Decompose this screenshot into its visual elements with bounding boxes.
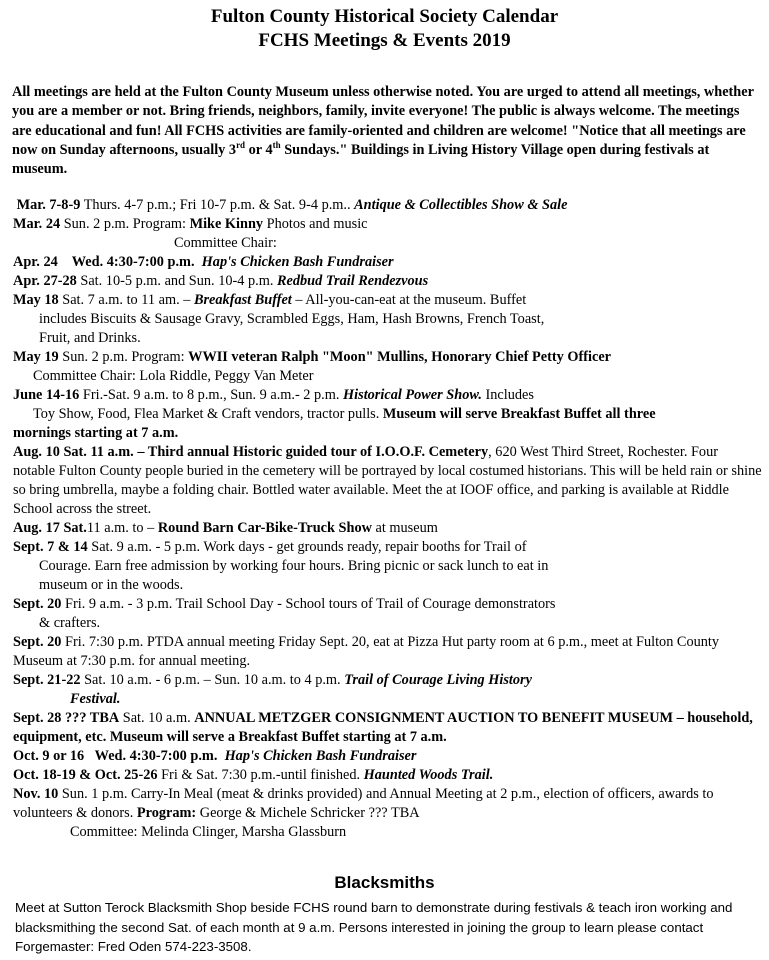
intro-paragraph: All meetings are held at the Fulton County Museum unless otherwise noted. You are urged to attend all meetings, whether you are a member or not. Bring friends, neighbors, family, invite everyone! The public is always welcome. The meetings are educational and fun! All FCHS activities are family-oriented and children are welcome! "Notice that all meetings are now on Sunday afternoons, usually 3rd or 4th Sundays." Buildings in Living History Village open during festivals at museum. bbox=[12, 84, 754, 178]
event-metzger-auction: Sept. 28 ??? TBA Sat. 10 a.m. ANNUAL METZGER CONSIGNMENT AUCTION TO BENEFIT MUSEUM – household, equipment, etc. Museum will serve a Breakfast Buffet starting at 7 a.m. bbox=[13, 710, 753, 745]
event-antique-show: Mar. 7-8-9 Thurs. 4-7 p.m.; Fri 10-7 p.m. & Sat. 9-4 p.m.. Antique & Collectibles Show & Sale bbox=[16, 197, 568, 213]
event-trail-school-day: Sept. 20 Fri. 9 a.m. - 3 p.m. Trail School Day - School tours of Trail of Courage demonstrators & crafters. bbox=[13, 596, 556, 631]
event-chicken-bash-october: Oct. 9 or 16 Wed. 4:30-7:00 p.m. Hap's Chicken Bash Fundraiser bbox=[13, 748, 417, 764]
event-redbud-trail: Apr. 27-28 Sat. 10-5 p.m. and Sun. 10-4 p.m. Redbud Trail Rendezvous bbox=[13, 273, 429, 289]
event-date: Sept. 20 bbox=[13, 634, 62, 650]
calendar-subtitle: FCHS Meetings & Events 2019 bbox=[258, 30, 511, 51]
blacksmiths-heading: Blacksmiths bbox=[334, 873, 435, 892]
event-date: May 19 bbox=[13, 349, 59, 365]
event-date: Oct. 18-19 & Oct. 25-26 bbox=[13, 767, 158, 783]
event-name: Antique & Collectibles Show & Sale bbox=[354, 197, 568, 213]
event-name: Breakfast Buffet bbox=[193, 292, 292, 308]
event-date: Mar. 24 bbox=[13, 216, 61, 232]
event-date: May 18 bbox=[13, 292, 59, 308]
event-date: Aug. 17 Sat. bbox=[13, 520, 87, 536]
event-date: Apr. 27-28 bbox=[13, 273, 77, 289]
event-haunted-woods: Oct. 18-19 & Oct. 25-26 Fri & Sat. 7:30 p.m.-until finished. Haunted Woods Trail. bbox=[13, 767, 494, 783]
event-name: Haunted Woods Trail. bbox=[363, 767, 494, 783]
event-breakfast-buffet: May 18 Sat. 7 a.m. to 11 am. – Breakfast Buffet – All-you-can-eat at the museum. Buffet includes Biscuits & Sausage Gravy, Scrambled Eggs, Ham, Hash Browns, French Toast, Fruit, and Drinks. bbox=[13, 292, 545, 346]
event-date: Aug. 10 Sat. 11 a.m. bbox=[13, 444, 134, 460]
calendar-title: Fulton County Historical Society Calendar bbox=[210, 6, 559, 27]
event-date: June 14-16 bbox=[13, 387, 80, 403]
event-trail-of-courage: Sept. 21-22 Sat. 10 a.m. - 6 p.m. – Sun. 10 a.m. to 4 p.m. Trail of Courage Living History Festival. bbox=[13, 672, 532, 707]
event-name: Trail of Courage Living History bbox=[344, 672, 532, 688]
event-name: Hap's Chicken Bash Fundraiser bbox=[224, 748, 417, 764]
event-wwii-veteran-program: May 19 Sun. 2 p.m. Program: WWII veteran Ralph "Moon" Mullins, Honorary Chief Petty Officer Committee Chair: Lola Riddle, Peggy Van Meter bbox=[13, 349, 612, 384]
event-chicken-bash-april: Apr. 24 Wed. 4:30-7:00 p.m. Hap's Chicken Bash Fundraiser bbox=[13, 254, 394, 270]
event-name: Hap's Chicken Bash Fundraiser bbox=[201, 254, 394, 270]
event-date: Sept. 7 & 14 bbox=[13, 539, 88, 555]
event-date: Oct. 9 or 16 bbox=[13, 748, 85, 764]
event-date: Sept. 21-22 bbox=[13, 672, 81, 688]
event-name: Historical Power Show. bbox=[343, 387, 482, 403]
event-ioof-cemetery-tour: Aug. 10 Sat. 11 a.m. – Third annual Historic guided tour of I.O.O.F. Cemetery, 620 West Third Street, Rochester. Four notable Fulton County people buried in the cemetery will be portrayed by local costumed historians. This will be held rain or shine so bring umbrella, maybe a folding chair. Bottled water available. Meet the at IOOF office, and parking is available at Riddle School across the street. bbox=[13, 444, 762, 517]
event-ptda-meeting: Sept. 20 Fri. 7:30 p.m. PTDA annual meeting Friday Sept. 20, eat at Pizza Hut party room at 6 p.m., meet at Fulton County Museum at 7:30 p.m. for annual meeting. bbox=[13, 634, 720, 669]
event-date: Sept. 28 ??? TBA bbox=[13, 710, 120, 726]
event-round-barn-show: Aug. 17 Sat.11 a.m. to – Round Barn Car-Bike-Truck Show at museum bbox=[13, 520, 438, 536]
event-date: Nov. 10 bbox=[13, 786, 59, 802]
event-date: Apr. 24 bbox=[13, 254, 58, 270]
event-date: Mar. 7-8-9 bbox=[16, 197, 81, 213]
event-work-days: Sept. 7 & 14 Sat. 9 a.m. - 5 p.m. Work days - get grounds ready, repair booths for Trail of Courage. Earn free admission by working four hours. Bring picnic or sack lunch to eat in museum or in the woods. bbox=[13, 539, 549, 593]
event-mike-kinny-program: Mar. 24 Sun. 2 p.m. Program: Mike Kinny Photos and music Committee Chair: bbox=[13, 216, 368, 251]
event-historical-power-show: June 14-16 Fri.-Sat. 9 a.m. to 8 p.m., Sun. 9 a.m.- 2 p.m. Historical Power Show. Includes Toy Show, Food, Flea Market & Craft vendors, tractor pulls. Museum will serve Breakfast Buffet all three mornings starting at 7 a.m. bbox=[13, 387, 656, 441]
events-list bbox=[13, 196, 763, 842]
blacksmiths-text: Meet at Sutton Terock Blacksmith Shop beside FCHS round barn to demonstrate during festivals & teach iron working and blacksmithing the second Sat. of each month at 9 a.m. Persons interested in joining the group to learn please contact Forgemaster: Fred Oden 574-223-3508. bbox=[15, 900, 733, 954]
event-name: Redbud Trail Rendezvous bbox=[276, 273, 429, 289]
event-date: Sept. 20 bbox=[13, 596, 62, 612]
event-annual-meeting: Nov. 10 Sun. 1 p.m. Carry-In Meal (meat & drinks provided) and Annual Meeting at 2 p.m., election of officers, awards to volunteers & donors. Program: George & Michele Schricker ??? TBA Committee: Melinda Clinger, Marsha Glassburn bbox=[13, 786, 714, 840]
